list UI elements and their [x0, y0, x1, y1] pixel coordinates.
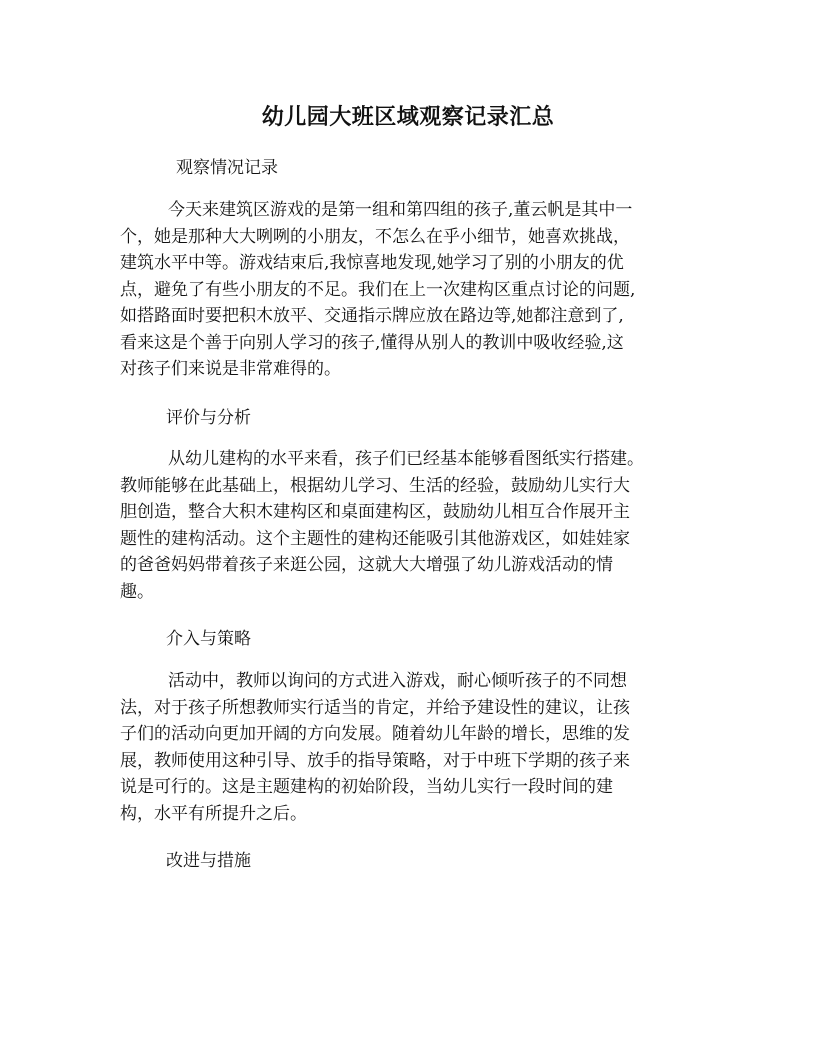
- paragraph-line: 的爸爸妈妈带着孩子来逛公园，这就大大增强了幼儿游戏活动的情: [120, 555, 613, 575]
- paragraph-line: 今天来建筑区游戏的是第一组和第四组的孩子,董云帆是其中一: [168, 200, 633, 220]
- section-heading-evaluation: 评价与分析: [166, 408, 251, 428]
- paragraph-line: 法，对于孩子所想教师实行适当的肯定，并给予建设性的建议，让孩: [120, 697, 630, 718]
- paragraph-line: 如搭路面时要把积木放平、交通指示牌应放在路边等,她都注意到了,: [120, 306, 624, 326]
- paragraph-line: 趣。: [120, 581, 154, 602]
- paragraph-line: 子们的活动向更加开阔的方向发展。随着幼儿年龄的增长，思维的发: [120, 724, 630, 744]
- section-heading-observation: 观察情况记录: [176, 158, 278, 178]
- paragraph-line: 展，教师使用这种引导、放手的指导策略，对于中班下学期的孩子来: [120, 750, 630, 771]
- paragraph-line: 胆创造，整合大积木建构区和桌面建构区，鼓励幼儿相互合作展开主: [120, 502, 630, 522]
- paragraph-line: 对孩子们来说是非常难得的。: [120, 359, 341, 379]
- section-heading-improvement: 改进与措施: [166, 851, 251, 871]
- document-title: 幼儿园大班区域观察记录汇总: [261, 105, 555, 130]
- paragraph-line: 构，水平有所提升之后。: [120, 803, 307, 824]
- paragraph-line: 从幼儿建构的水平来看，孩子们已经基本能够看图纸实行搭建。: [168, 449, 644, 469]
- paragraph-evaluation: [120, 446, 688, 605]
- paragraph-line: 说是可行的。这是主题建构的初始阶段，当幼儿实行一段时间的建: [120, 777, 613, 797]
- paragraph-line: 看来这是个善于向别人学习的孩子,懂得从别人的教训中吸收经验,这: [120, 332, 624, 353]
- section-heading-intervention: 介入与策略: [166, 629, 251, 649]
- paragraph-line: 题性的建构活动。这个主题性的建构还能吸引其他游戏区，如娃娃家: [120, 528, 630, 549]
- paragraph-intervention: [120, 668, 688, 827]
- paragraph-line: 建筑水平中等。游戏结束后,我惊喜地发现,她学习了别的小朋友的优: [120, 253, 624, 273]
- paragraph-line: 活动中，教师以询问的方式进入游戏，耐心倾听孩子的不同想: [168, 671, 627, 691]
- paragraph-line: 点，避免了有些小朋友的不足。我们在上一次建构区重点讨论的问题,: [120, 279, 636, 300]
- paragraph-line: 个，她是那种大大咧咧的小朋友，不怎么在乎小细节，她喜欢挑战，: [120, 226, 630, 247]
- paragraph-line: 教师能够在此基础上，根据幼儿学习、生活的经验，鼓励幼儿实行大: [120, 475, 630, 496]
- paragraph-observation: [120, 197, 688, 383]
